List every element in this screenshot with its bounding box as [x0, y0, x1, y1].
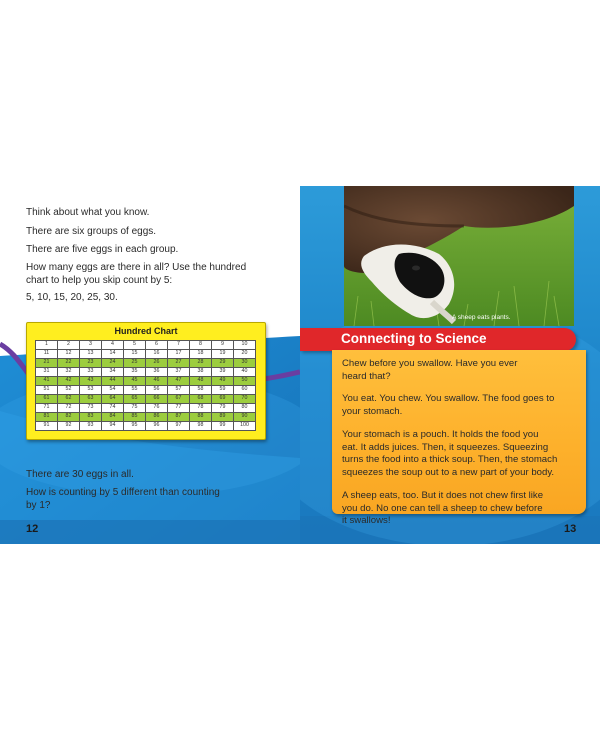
text-line: There are six groups of eggs. — [26, 226, 157, 237]
paragraph — [342, 393, 580, 418]
hundred-chart-cell: 96 — [146, 422, 168, 431]
hundred-chart-cell: 46 — [146, 377, 168, 386]
hundred-chart-cell: 4 — [102, 341, 124, 350]
hundred-chart-cell: 59 — [212, 386, 234, 395]
hundred-chart-cell: 16 — [146, 350, 168, 359]
hundred-chart-cell: 37 — [168, 368, 190, 377]
hundred-chart-cell: 77 — [168, 404, 190, 413]
hundred-chart-row — [36, 359, 256, 368]
hundred-chart-cell: 88 — [190, 413, 212, 422]
hundred-chart-cell: 33 — [80, 368, 102, 377]
hundred-chart — [26, 322, 266, 440]
sheep-eating-grass-image — [344, 186, 574, 326]
hundred-chart-cell: 41 — [36, 377, 58, 386]
hundred-chart-cell: 6 — [146, 341, 168, 350]
hundred-chart-cell: 25 — [124, 359, 146, 368]
hundred-chart-cell: 53 — [80, 386, 102, 395]
hundred-chart-cell: 49 — [212, 377, 234, 386]
hundred-chart-cell: 64 — [102, 395, 124, 404]
hundred-chart-cell: 55 — [124, 386, 146, 395]
hundred-chart-cell: 87 — [168, 413, 190, 422]
text-line: There are five eggs in each group. — [26, 244, 179, 255]
hundred-chart-cell: 10 — [234, 341, 256, 350]
hundred-chart-cell: 38 — [190, 368, 212, 377]
hundred-chart-cell: 27 — [168, 359, 190, 368]
hundred-chart-cell: 98 — [190, 422, 212, 431]
hundred-chart-row — [36, 413, 256, 422]
hundred-chart-cell: 79 — [212, 404, 234, 413]
hundred-chart-cell: 91 — [36, 422, 58, 431]
hundred-chart-cell: 32 — [58, 368, 80, 377]
hundred-chart-title: Hundred Chart — [114, 326, 178, 336]
hundred-chart-cell: 31 — [36, 368, 58, 377]
hundred-chart-cell: 35 — [124, 368, 146, 377]
hundred-chart-cell: 74 — [102, 404, 124, 413]
question-line: by 1? — [26, 500, 51, 511]
text-line: it swallows! — [342, 515, 391, 527]
hundred-chart-cell: 56 — [146, 386, 168, 395]
text-line: Your stomach is a pouch. It holds the food you — [342, 429, 539, 440]
hundred-chart-cell: 45 — [124, 377, 146, 386]
hundred-chart-cell: 82 — [58, 413, 80, 422]
hundred-chart-cell: 71 — [36, 404, 58, 413]
hundred-chart-cell: 22 — [58, 359, 80, 368]
paragraph — [342, 358, 580, 383]
hundred-chart-cell: 43 — [80, 377, 102, 386]
answer-text: There are 30 eggs in all. — [26, 469, 134, 480]
hundred-chart-row — [36, 377, 256, 386]
section-title: Connecting to Science — [341, 331, 487, 346]
hundred-chart-grid — [35, 340, 256, 431]
hundred-chart-cell: 61 — [36, 395, 58, 404]
hundred-chart-cell: 44 — [102, 377, 124, 386]
hundred-chart-cell: 83 — [80, 413, 102, 422]
hundred-chart-cell: 66 — [146, 395, 168, 404]
hundred-chart-cell: 69 — [212, 395, 234, 404]
hundred-chart-cell: 72 — [58, 404, 80, 413]
hundred-chart-row — [36, 404, 256, 413]
text-line: your stomach. — [342, 405, 403, 417]
hundred-chart-cell: 50 — [234, 377, 256, 386]
hundred-chart-cell: 20 — [234, 350, 256, 359]
hundred-chart-cell: 62 — [58, 395, 80, 404]
hundred-chart-cell: 76 — [146, 404, 168, 413]
text-line: Chew before you swallow. Have you ever — [342, 358, 518, 369]
text-line: eat. It adds juices. Then, it squeezes. Squeezing — [342, 441, 549, 453]
hundred-chart-cell: 85 — [124, 413, 146, 422]
hundred-chart-cell: 11 — [36, 350, 58, 359]
hundred-chart-cell: 5 — [124, 341, 146, 350]
page-number-right: 13 — [564, 523, 577, 535]
text-line: turns the food into a thick soup. Then, the stomach — [342, 454, 558, 466]
hundred-chart-row — [36, 386, 256, 395]
hundred-chart-cell: 99 — [212, 422, 234, 431]
question-line: How is counting by 5 different than counting — [26, 487, 220, 498]
hundred-chart-cell: 94 — [102, 422, 124, 431]
hundred-chart-cell: 48 — [190, 377, 212, 386]
text-line: How many eggs are there in all? Use the hundred — [26, 262, 247, 273]
paragraph — [342, 429, 580, 480]
book-spread — [0, 186, 600, 544]
hundred-chart-cell: 57 — [168, 386, 190, 395]
hundred-chart-cell: 8 — [190, 341, 212, 350]
hundred-chart-cell: 92 — [58, 422, 80, 431]
text-line: squeezes the soup out to a new part of your body. — [342, 467, 555, 479]
text-line: A sheep eats, too. But it does not chew first like — [342, 490, 544, 501]
right-page — [300, 186, 600, 544]
hundred-chart-row — [36, 341, 256, 350]
hundred-chart-cell: 23 — [80, 359, 102, 368]
hundred-chart-cell: 84 — [102, 413, 124, 422]
hundred-chart-cell: 42 — [58, 377, 80, 386]
hundred-chart-row — [36, 350, 256, 359]
hundred-chart-cell: 40 — [234, 368, 256, 377]
hundred-chart-cell: 29 — [212, 359, 234, 368]
sheep-photo — [344, 186, 574, 326]
hundred-chart-cell: 2 — [58, 341, 80, 350]
hundred-chart-cell: 86 — [146, 413, 168, 422]
hundred-chart-cell: 90 — [234, 413, 256, 422]
hundred-chart-cell: 70 — [234, 395, 256, 404]
hundred-chart-cell: 68 — [190, 395, 212, 404]
hundred-chart-cell: 30 — [234, 359, 256, 368]
hundred-chart-cell: 7 — [168, 341, 190, 350]
hundred-chart-cell: 12 — [58, 350, 80, 359]
hundred-chart-cell: 14 — [102, 350, 124, 359]
photo-caption: A sheep eats plants. — [452, 314, 511, 321]
section-banner — [300, 328, 576, 351]
hundred-chart-cell: 58 — [190, 386, 212, 395]
hundred-chart-cell: 75 — [124, 404, 146, 413]
hundred-chart-cell: 93 — [80, 422, 102, 431]
hundred-chart-cell: 65 — [124, 395, 146, 404]
hundred-chart-cell: 63 — [80, 395, 102, 404]
hundred-chart-cell: 54 — [102, 386, 124, 395]
hundred-chart-cell: 21 — [36, 359, 58, 368]
hundred-chart-row — [36, 368, 256, 377]
hundred-chart-cell: 80 — [234, 404, 256, 413]
text-line: You eat. You chew. You swallow. The food goes to — [342, 393, 555, 404]
hundred-chart-cell: 28 — [190, 359, 212, 368]
hundred-chart-cell: 100 — [234, 422, 256, 431]
hundred-chart-cell: 52 — [58, 386, 80, 395]
hundred-chart-cell: 51 — [36, 386, 58, 395]
hundred-chart-cell: 95 — [124, 422, 146, 431]
hundred-chart-cell: 17 — [168, 350, 190, 359]
left-page — [0, 186, 300, 544]
text-line: chart to help you skip count by 5: — [26, 275, 173, 286]
text-line: heard that? — [342, 370, 391, 382]
hundred-chart-cell: 9 — [212, 341, 234, 350]
hundred-chart-cell: 19 — [212, 350, 234, 359]
hundred-chart-cell: 34 — [102, 368, 124, 377]
hundred-chart-cell: 97 — [168, 422, 190, 431]
text-line: you do. No one can tell a sheep to chew before — [342, 502, 543, 514]
hundred-chart-cell: 26 — [146, 359, 168, 368]
hundred-chart-cell: 13 — [80, 350, 102, 359]
hundred-chart-cell: 15 — [124, 350, 146, 359]
hundred-chart-cell: 60 — [234, 386, 256, 395]
hundred-chart-cell: 24 — [102, 359, 124, 368]
hundred-chart-cell: 89 — [212, 413, 234, 422]
science-text-box — [332, 350, 586, 527]
page-number-left: 12 — [26, 523, 39, 535]
text-line: 5, 10, 15, 20, 25, 30. — [26, 292, 118, 303]
paragraph — [342, 490, 580, 528]
hundred-chart-cell: 1 — [36, 341, 58, 350]
hundred-chart-cell: 18 — [190, 350, 212, 359]
hundred-chart-row — [36, 422, 256, 431]
hundred-chart-cell: 39 — [212, 368, 234, 377]
hundred-chart-cell: 36 — [146, 368, 168, 377]
text-line: Think about what you know. — [26, 207, 150, 218]
hundred-chart-cell: 73 — [80, 404, 102, 413]
hundred-chart-cell: 81 — [36, 413, 58, 422]
hundred-chart-row — [36, 395, 256, 404]
hundred-chart-cell: 47 — [168, 377, 190, 386]
hundred-chart-cell: 78 — [190, 404, 212, 413]
hundred-chart-cell: 67 — [168, 395, 190, 404]
hundred-chart-cell: 3 — [80, 341, 102, 350]
